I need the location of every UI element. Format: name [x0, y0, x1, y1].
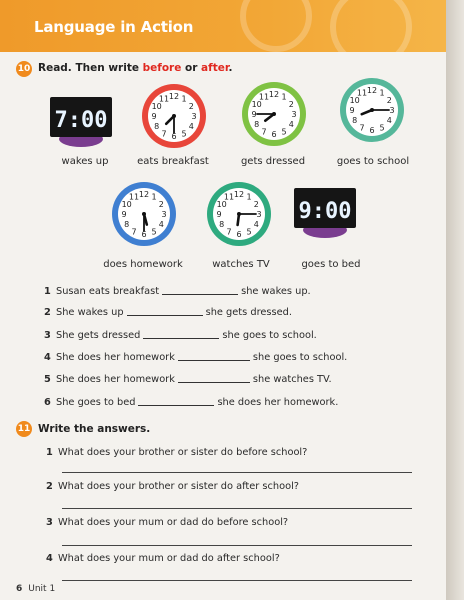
clock-label: eats breakfast — [137, 156, 209, 167]
clock-numeral: 4 — [288, 120, 294, 129]
clock-numeral: 5 — [379, 123, 385, 133]
sentence-row: 3 She gets dressed she goes to school. — [44, 330, 317, 341]
analog-clock — [240, 80, 308, 153]
answer-line[interactable] — [62, 545, 412, 546]
clock-label: goes to school — [336, 156, 410, 167]
clock-numeral: 12 — [138, 190, 150, 199]
clock-numeral: 7 — [226, 227, 232, 237]
clock-numeral: 4 — [386, 116, 392, 125]
clock-numeral: 3 — [161, 210, 167, 219]
clock-numeral: 9 — [216, 210, 222, 219]
clock-numeral: 9 — [349, 106, 355, 115]
answer-line[interactable] — [62, 580, 412, 581]
clock-numeral: 11 — [128, 192, 140, 202]
clock-numeral: 2 — [253, 200, 259, 209]
question-row: 3 What does your mum or dad do before school? — [46, 517, 289, 528]
clock-numeral: 7 — [359, 123, 365, 133]
clock-numeral: 2 — [158, 200, 164, 209]
clock-numeral: 8 — [254, 120, 260, 129]
clock-numeral: 1 — [379, 88, 385, 98]
answer-blank[interactable] — [178, 381, 250, 383]
clock-label: does homework — [103, 259, 183, 270]
answer-blank[interactable] — [138, 404, 214, 406]
digital-time: 7:00 — [54, 108, 108, 133]
clock-numeral: 12 — [268, 90, 280, 99]
clock-numeral: 6 — [141, 230, 147, 239]
clock-numeral: 5 — [281, 127, 287, 137]
clock-numeral: 7 — [261, 127, 267, 137]
answer-line[interactable] — [62, 472, 412, 473]
clock-numeral: 10 — [251, 100, 262, 109]
page-footer — [16, 584, 55, 594]
digital-time: 9:00 — [298, 199, 352, 224]
clock-numeral: 12 — [233, 190, 245, 199]
clock-numeral: 3 — [256, 210, 262, 219]
analog-clock — [140, 82, 208, 155]
clock-numeral: 7 — [161, 129, 167, 139]
clock-numeral: 7 — [131, 227, 137, 237]
exercise-instruction: Write the answers. — [38, 423, 151, 435]
clock-label: watches TV — [212, 259, 270, 270]
digital-clock — [292, 186, 358, 243]
digital-clock — [48, 95, 114, 152]
clock-numeral: 10 — [121, 200, 132, 209]
section-header — [0, 0, 446, 52]
unit-label: Unit 1 — [28, 584, 56, 594]
clock-numeral: 1 — [151, 192, 157, 202]
digital-clock-graphic — [48, 95, 114, 147]
answer-blank[interactable] — [178, 359, 250, 361]
sentence-row: 5 She does her homework she watches TV. — [44, 374, 332, 385]
clock-numeral: 8 — [124, 220, 130, 229]
analog-clock — [338, 76, 406, 149]
clock-numeral: 2 — [288, 100, 294, 109]
clock-numeral: 5 — [151, 227, 157, 237]
clock-numeral: 1 — [181, 94, 187, 104]
exercise-number-badge: 11 — [16, 421, 32, 437]
clock-numeral: 12 — [168, 92, 180, 101]
clock-label: wakes up — [61, 156, 109, 167]
clock-label: goes to bed — [301, 259, 361, 270]
clock-center — [237, 212, 241, 216]
digital-clock-graphic — [292, 186, 358, 238]
question-row: 1 What does your brother or sister do before school? — [46, 447, 308, 458]
exercise-instruction: Read. Then write before or after. — [38, 62, 233, 74]
clock-numeral: 4 — [188, 122, 194, 131]
answer-blank[interactable] — [143, 337, 219, 339]
clock-numeral: 2 — [386, 96, 392, 105]
analog-clock-graphic — [338, 76, 406, 144]
answer-blank[interactable] — [127, 314, 203, 316]
sentence-row: 6 She goes to bed she does her homework. — [44, 397, 339, 408]
sentence-row: 4 She does her homework she goes to school. — [44, 352, 348, 363]
clock-numeral: 6 — [171, 132, 177, 141]
clock-numeral: 1 — [246, 192, 252, 202]
clock-numeral: 8 — [352, 116, 358, 125]
adjacent-page-edge — [446, 0, 464, 600]
clock-numeral: 9 — [251, 110, 257, 119]
sentence-row: 1 Susan eats breakfast she wakes up. — [44, 286, 311, 297]
clock-numeral: 4 — [158, 220, 164, 229]
clock-numeral: 10 — [216, 200, 227, 209]
analog-clock — [205, 180, 273, 253]
clock-numeral: 8 — [154, 122, 160, 131]
clock-numeral: 11 — [258, 92, 270, 102]
clock-label: gets dressed — [240, 156, 306, 167]
sentence-row: 2 She wakes up she gets dressed. — [44, 307, 292, 318]
analog-clock-graphic — [240, 80, 308, 148]
header-decoration — [330, 0, 412, 52]
clock-numeral: 1 — [281, 92, 287, 102]
answer-blank[interactable] — [162, 293, 238, 295]
clock-numeral: 11 — [158, 94, 170, 104]
clock-numeral: 4 — [253, 220, 259, 229]
clock-numeral: 10 — [349, 96, 360, 105]
clock-numeral: 5 — [246, 227, 252, 237]
page-number: 6 — [16, 584, 23, 594]
clock-numeral: 11 — [223, 192, 235, 202]
clock-numeral: 6 — [369, 126, 375, 135]
clock-center — [172, 114, 176, 118]
analog-clock-graphic — [205, 180, 273, 248]
clock-numeral: 9 — [151, 112, 157, 121]
clock-center — [142, 212, 146, 216]
analog-clock-graphic — [110, 180, 178, 248]
clock-center — [370, 108, 374, 112]
clock-numeral: 2 — [188, 102, 194, 111]
clock-numeral: 3 — [191, 112, 197, 121]
question-row: 4 What does your mum or dad do after school? — [46, 553, 280, 564]
clock-numeral: 8 — [219, 220, 225, 229]
clock-numeral: 10 — [151, 102, 162, 111]
clock-numeral: 3 — [291, 110, 297, 119]
header-decoration — [240, 0, 312, 52]
clock-numeral: 5 — [181, 129, 187, 139]
clock-numeral: 12 — [366, 86, 378, 95]
clock-numeral: 6 — [236, 230, 242, 239]
analog-clock — [110, 180, 178, 253]
clock-numeral: 6 — [271, 130, 277, 139]
question-row: 2 What does your brother or sister do after school? — [46, 481, 300, 492]
clock-numeral: 11 — [356, 88, 368, 98]
exercise-number-badge: 10 — [16, 61, 32, 77]
page-title: Language in Action — [34, 18, 194, 36]
clock-numeral: 3 — [389, 106, 395, 115]
clock-center — [272, 112, 276, 116]
analog-clock-graphic — [140, 82, 208, 150]
clock-numeral: 9 — [121, 210, 127, 219]
answer-line[interactable] — [62, 508, 412, 509]
